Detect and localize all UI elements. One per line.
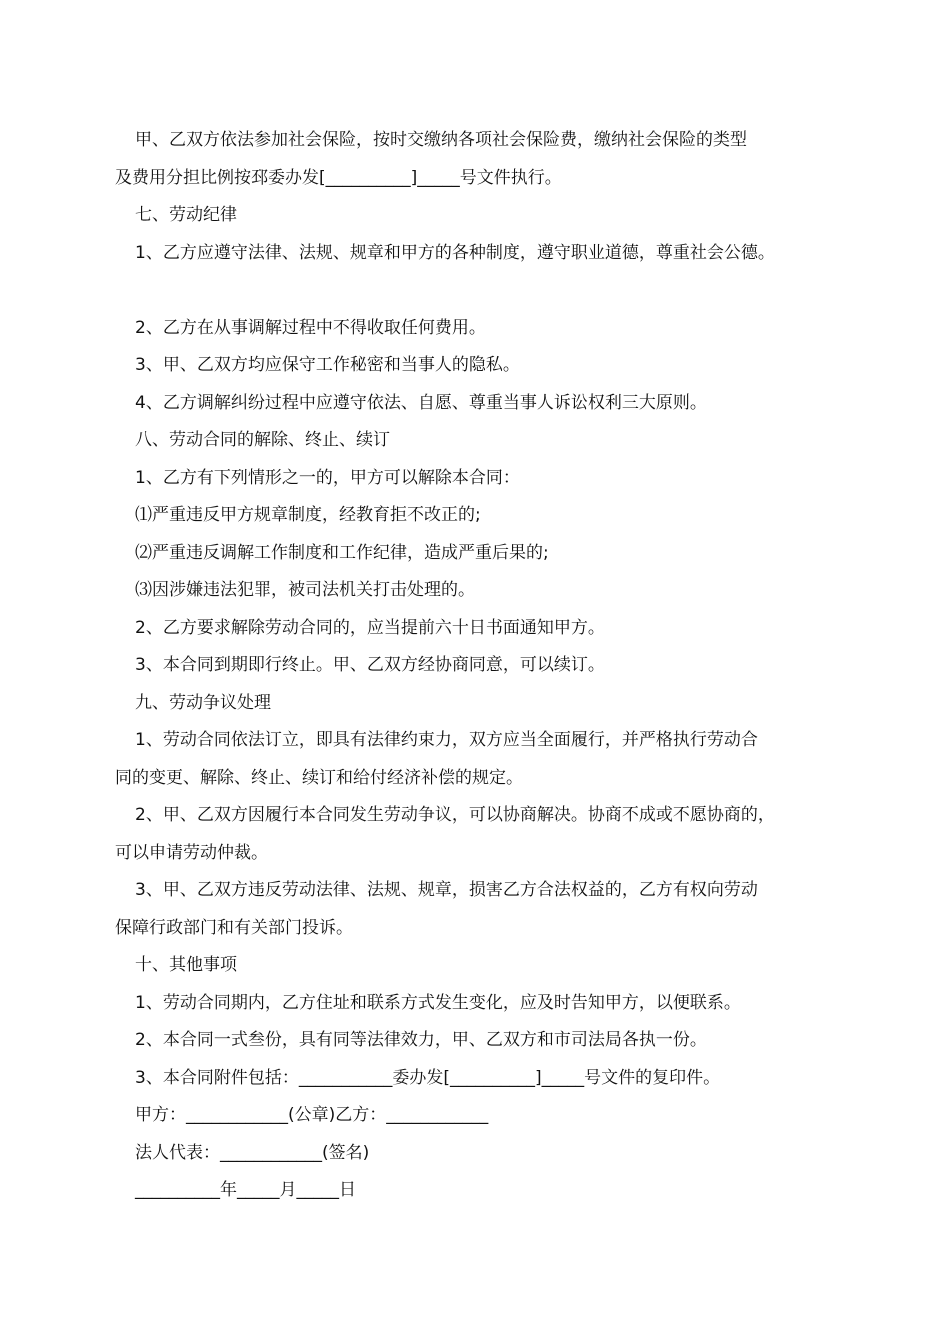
clause-9-1-cont: 同的变更、解除、终止、续订和给付经济补偿的规定。 <box>115 767 523 788</box>
section-heading-labor-discipline: 七、劳动纪律 <box>135 205 237 225</box>
clause-9-3-cont: 保障行政部门和有关部门投诉。 <box>115 917 353 938</box>
clause-8-1-item-3: ⑶因涉嫌违法犯罪，被司法机关打击处理的。 <box>135 580 475 600</box>
section-heading-termination: 八、劳动合同的解除、终止、续订 <box>135 430 390 450</box>
clause-8-3: 3、本合同到期即行终止。甲、乙双方经协商同意，可以续订。 <box>135 655 605 675</box>
clause-10-3: 3、本合同附件包括：___________委办发[__________]_____号文件的复印件。 <box>135 1067 721 1088</box>
blank-line <box>115 272 855 310</box>
section-heading-disputes: 九、劳动争议处理 <box>135 692 271 713</box>
clause-8-1: 1、乙方有下列情形之一的，甲方可以解除本合同： <box>135 467 520 488</box>
clause-9-3: 3、甲、乙双方违反劳动法律、法规、规章，损害乙方合法权益的，乙方有权向劳动 <box>135 880 758 900</box>
signature-parties: 甲方：____________(公章)乙方：____________ <box>135 1105 489 1125</box>
section-heading-other-matters: 十、其他事项 <box>135 955 237 975</box>
clause-7-4: 4、乙方调解纠纷过程中应遵守依法、自愿、尊重当事人诉讼权利三大原则。 <box>135 392 707 413</box>
clause-10-1: 1、劳动合同期内，乙方住址和联系方式发生变化，应及时告知甲方，以便联系。 <box>135 992 741 1013</box>
clause-8-1-item-1: ⑴严重违反甲方规章制度，经教育拒不改正的; <box>135 505 481 525</box>
clause-7-3: 3、甲、乙双方均应保守工作秘密和当事人的隐私。 <box>135 355 520 375</box>
signature-legal-representative: 法人代表：____________(签名) <box>135 1142 370 1163</box>
signature-date: __________年_____月_____日 <box>135 1180 356 1200</box>
clause-7-1: 1、乙方应遵守法律、法规、规章和甲方的各种制度，遵守职业道德，尊重社会公德。 <box>135 242 775 263</box>
document-body <box>115 122 855 1210</box>
clause-9-1: 1、劳动合同依法订立，即具有法律约束力，双方应当全面履行，并严格执行劳动合 <box>135 730 758 750</box>
paragraph-social-insurance: 甲、乙双方依法参加社会保险，按时交缴纳各项社会保险费，缴纳社会保险的类型 <box>135 130 747 150</box>
paragraph-social-insurance-cont: 及费用分担比例按邳委办发[__________]_____号文件执行。 <box>115 167 562 188</box>
clause-9-2: 2、甲、乙双方因履行本合同发生劳动争议，可以协商解决。协商不成或不愿协商的， <box>135 805 775 825</box>
clause-8-1-item-2: ⑵严重违反调解工作制度和工作纪律，造成严重后果的; <box>135 542 549 563</box>
clause-8-2: 2、乙方要求解除劳动合同的，应当提前六十日书面通知甲方。 <box>135 617 605 638</box>
clause-9-2-cont: 可以申请劳动仲裁。 <box>115 842 268 863</box>
clause-7-2: 2、乙方在从事调解过程中不得收取任何费用。 <box>135 317 486 338</box>
clause-10-2: 2、本合同一式叁份，具有同等法律效力，甲、乙双方和市司法局各执一份。 <box>135 1030 707 1050</box>
